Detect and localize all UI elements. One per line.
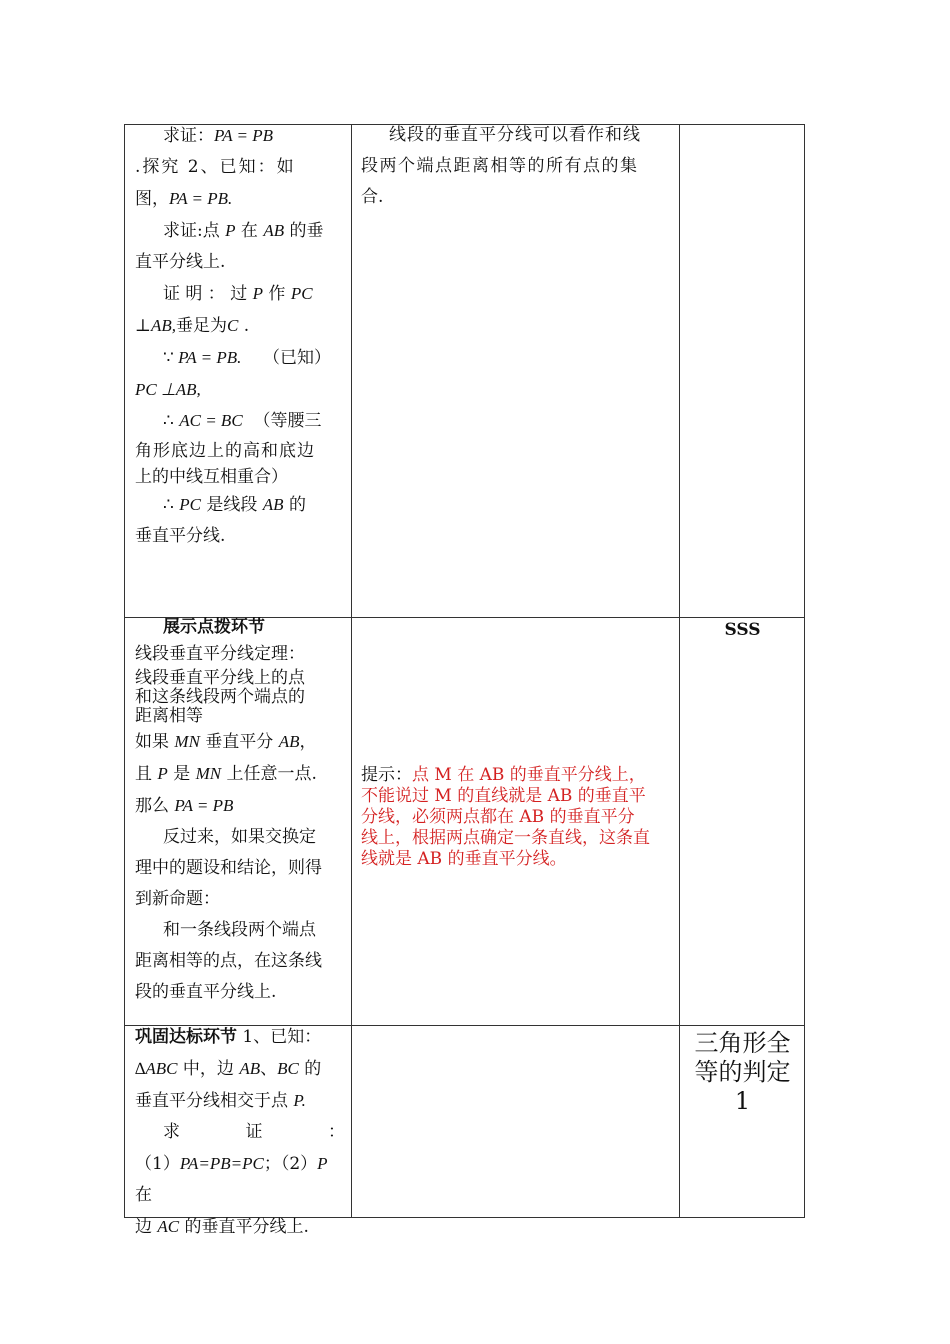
theorem-title: 线段垂直平分线定理： (135, 644, 305, 664)
row3-right-cell (680, 1029, 805, 1116)
proof-line: ∴ AC = BC （等腰三 (163, 411, 322, 431)
row2-left-cell (135, 615, 345, 1008)
exercise-line: 垂直平分线相交于点 P. (135, 1091, 306, 1111)
text-line: 线段的垂直平分线可以看作和线 (389, 125, 641, 145)
text-line: 到新命题： (135, 889, 220, 909)
text-line: 角形底边上的高和底边 (135, 441, 315, 461)
text-line: 且 P 是 MN 上任意一点. (135, 764, 317, 784)
explore-2-line: .探究 2、已知：如 (135, 157, 296, 177)
text-line: 直平分线上. (135, 252, 226, 272)
hint-line: 不能说过 M 的直线就是 AB 的垂直平 (361, 786, 646, 806)
proof-line: ∵ PA = PB. （已知） (163, 348, 331, 368)
row1-middle-cell (361, 120, 673, 213)
hint-line: 分线，必须两点都在 AB 的垂直平分 (361, 807, 635, 827)
text-line: 段两个端点距离相等的所有点的集 (361, 156, 639, 176)
proof-line: ∴ PC 是线段 AB 的 (163, 495, 306, 515)
text-line: 那么 PA = PB (135, 796, 234, 816)
exercise-line: 求 证 ： (163, 1122, 345, 1142)
topic-line: 1 (734, 1087, 751, 1115)
hint-label: 提示： (361, 765, 412, 785)
text-line: 段的垂直平分线上. (135, 982, 277, 1002)
hint-line: 提示：点 M 在 AB 的垂直平分线上， (361, 765, 646, 785)
text-line: 和这条线段两个端点的 (135, 687, 305, 707)
criterion-label: SSS (724, 620, 761, 640)
proof-line: ⊥AB,垂足为C . (135, 316, 250, 336)
topic-line: 三角形全 (694, 1029, 791, 1057)
prove-point-line: 求证:点 P 在 AB 的垂 (163, 221, 324, 241)
section-heading: 展示点拨环节 (163, 617, 265, 637)
exercise-line: 巩固达标环节 1、已知： (135, 1027, 322, 1047)
proof-line: 证 明 ： 过 P 作 PC (163, 284, 313, 304)
topic-line: 等的判定 (694, 1058, 791, 1086)
exercise-line: （1）PA=PB=PC；（2）P 在 (135, 1154, 328, 1205)
text-line: 距离相等的点，在这条线 (135, 951, 322, 971)
proof-line: PC ⊥AB, (135, 380, 201, 399)
text-line: 上的中线互相重合） (135, 467, 288, 487)
prove-line: 求证：PA = PB (163, 126, 274, 146)
text-line: 垂直平分线. (135, 526, 226, 546)
row3-left-cell (135, 1022, 345, 1243)
given-line: 图，PA = PB. (135, 189, 233, 209)
text-line: 距离相等 (135, 706, 203, 726)
lesson-table (124, 124, 805, 1237)
text-line: 如果 MN 垂直平分 AB， (135, 732, 317, 752)
text-line: 线段垂直平分线上的点 (135, 668, 305, 688)
text-line: 反过来，如果交换定 (163, 827, 316, 847)
hint-line: 线就是 AB 的垂直平分线。 (361, 849, 567, 869)
section-heading: 巩固达标环节 (135, 1027, 237, 1047)
text-line: 和一条线段两个端点 (163, 920, 316, 940)
row2-middle-cell (361, 765, 673, 870)
text-line: 理中的题设和结论，则得 (135, 858, 322, 878)
exercise-line: ∆ABC 中，边 AB、BC 的 (135, 1059, 322, 1079)
row1-left-cell (135, 120, 345, 552)
column-divider (351, 125, 352, 1217)
row2-right-cell (680, 619, 805, 641)
text-line: 合. (361, 187, 384, 207)
hint-line: 线上，根据两点确定一条直线，这条直 (361, 828, 650, 848)
exercise-line: 边 AC 的垂直平分线上. (135, 1217, 309, 1237)
